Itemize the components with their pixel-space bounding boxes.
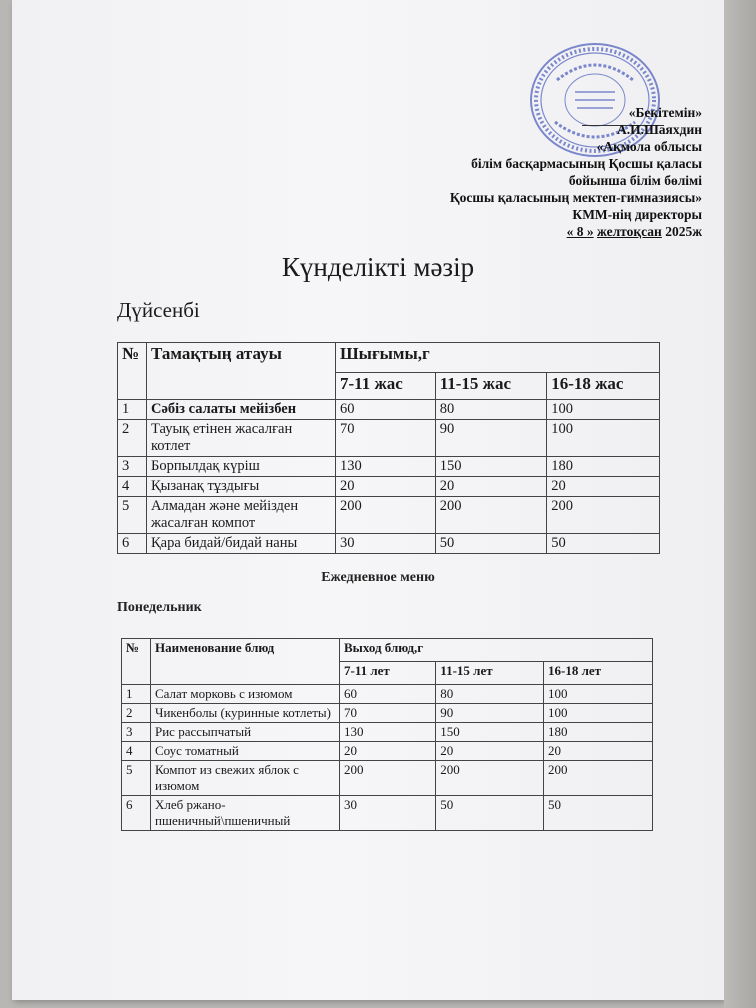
cell-value: 70 <box>340 704 436 723</box>
date-year: 2025ж <box>665 224 702 239</box>
cell-value: 30 <box>336 534 436 554</box>
cell-value: 100 <box>547 420 660 457</box>
table-row <box>118 477 660 497</box>
approval-line: «Ақмола облысы <box>596 139 702 154</box>
header-age: 11-15 лет <box>436 662 544 685</box>
approval-line: білім басқармасының Қосшы қаласы <box>471 156 702 171</box>
header-age: 7-11 жас <box>336 373 436 400</box>
header-name: Наименование блюд <box>151 639 340 685</box>
page-title-ru: Ежедневное меню <box>321 570 435 585</box>
table-row <box>118 497 660 534</box>
cell-name: Тауық етінен жасалған котлет <box>147 420 336 457</box>
cell-num: 6 <box>122 796 151 831</box>
cell-value: 200 <box>547 497 660 534</box>
approval-line: Қосшы қаласының мектеп-гимназиясы» <box>449 190 702 205</box>
cell-value: 80 <box>435 400 546 420</box>
header-output: Выход блюд,г <box>340 639 653 662</box>
page-title-kz: Күнделікті мәзір <box>281 252 475 282</box>
cell-name: Соус томатный <box>151 742 340 761</box>
menu-table-ru <box>121 638 653 831</box>
cell-num: 1 <box>118 400 147 420</box>
cell-value: 90 <box>435 420 546 457</box>
cell-name: Қызанақ тұздығы <box>147 477 336 497</box>
cell-value: 150 <box>435 457 546 477</box>
table-header-row <box>118 343 660 373</box>
table-row <box>122 723 653 742</box>
cell-value: 200 <box>544 761 653 796</box>
approval-line: бойынша білім бөлімі <box>568 173 702 188</box>
cell-value: 60 <box>340 685 436 704</box>
cell-value: 200 <box>436 761 544 796</box>
header-age: 7-11 лет <box>340 662 436 685</box>
cell-num: 3 <box>122 723 151 742</box>
cell-name: Сәбіз салаты мейізбен <box>147 400 336 420</box>
cell-value: 20 <box>547 477 660 497</box>
cell-name: Салат морковь с изюмом <box>151 685 340 704</box>
cell-value: 20 <box>544 742 653 761</box>
header-age: 16-18 жас <box>547 373 660 400</box>
cell-value: 30 <box>340 796 436 831</box>
cell-value: 100 <box>547 400 660 420</box>
table-row <box>118 534 660 554</box>
cell-value: 20 <box>436 742 544 761</box>
table-row <box>118 457 660 477</box>
cell-num: 2 <box>118 420 147 457</box>
table-row <box>122 685 653 704</box>
cell-num: 4 <box>122 742 151 761</box>
approval-line: КММ-нің директоры <box>572 207 702 222</box>
table-row <box>122 704 653 723</box>
date-day: « 8 » <box>566 224 594 239</box>
cell-num: 5 <box>122 761 151 796</box>
header-age: 16-18 лет <box>544 662 653 685</box>
cell-value: 20 <box>435 477 546 497</box>
cell-value: 50 <box>436 796 544 831</box>
cell-value: 200 <box>340 761 436 796</box>
cell-value: 100 <box>544 685 653 704</box>
cell-value: 180 <box>544 723 653 742</box>
cell-name: Қара бидай/бидай наны <box>147 534 336 554</box>
menu-table-kz <box>117 342 660 554</box>
table-row <box>122 761 653 796</box>
cell-name: Чикенболы (куринные котлеты) <box>151 704 340 723</box>
cell-value: 60 <box>336 400 436 420</box>
cell-value: 90 <box>436 704 544 723</box>
cell-name: Хлеб ржано-пшеничный\пшеничный <box>151 796 340 831</box>
cell-value: 80 <box>436 685 544 704</box>
cell-value: 150 <box>436 723 544 742</box>
cell-num: 3 <box>118 457 147 477</box>
header-num: № <box>118 343 147 400</box>
cell-num: 6 <box>118 534 147 554</box>
table-header-row <box>122 639 653 662</box>
date-month: желтоқсан <box>596 224 662 239</box>
cell-name: Борпылдақ күріш <box>147 457 336 477</box>
cell-value: 200 <box>435 497 546 534</box>
cell-value: 180 <box>547 457 660 477</box>
cell-value: 70 <box>336 420 436 457</box>
cell-value: 20 <box>336 477 436 497</box>
cell-num: 5 <box>118 497 147 534</box>
cell-name: Алмадан және мейізден жасалған компот <box>147 497 336 534</box>
cell-value: 130 <box>336 457 436 477</box>
cell-value: 50 <box>544 796 653 831</box>
header-name: Тамақтың атауы <box>147 343 336 400</box>
background-surface <box>724 0 756 1008</box>
table-row <box>118 400 660 420</box>
day-heading-kz: Дүйсенбі <box>117 298 200 322</box>
cell-value: 100 <box>544 704 653 723</box>
approval-heading: «Бекітемін» <box>628 105 702 120</box>
header-output: Шығымы,г <box>336 343 660 373</box>
table-row <box>122 742 653 761</box>
director-name: А.И.Шаяхдин <box>616 122 702 137</box>
cell-value: 20 <box>340 742 436 761</box>
cell-value: 50 <box>547 534 660 554</box>
cell-name: Рис рассыпчатый <box>151 723 340 742</box>
cell-num: 2 <box>122 704 151 723</box>
table-row <box>118 420 660 457</box>
cell-num: 4 <box>118 477 147 497</box>
approval-block <box>342 104 702 240</box>
approval-date <box>342 223 702 240</box>
table-row <box>122 796 653 831</box>
header-num: № <box>122 639 151 685</box>
header-age: 11-15 жас <box>435 373 546 400</box>
cell-value: 200 <box>336 497 436 534</box>
day-heading-ru: Понедельник <box>117 600 202 615</box>
cell-value: 130 <box>340 723 436 742</box>
cell-value: 50 <box>435 534 546 554</box>
cell-name: Компот из свежих яблок с изюмом <box>151 761 340 796</box>
cell-num: 1 <box>122 685 151 704</box>
